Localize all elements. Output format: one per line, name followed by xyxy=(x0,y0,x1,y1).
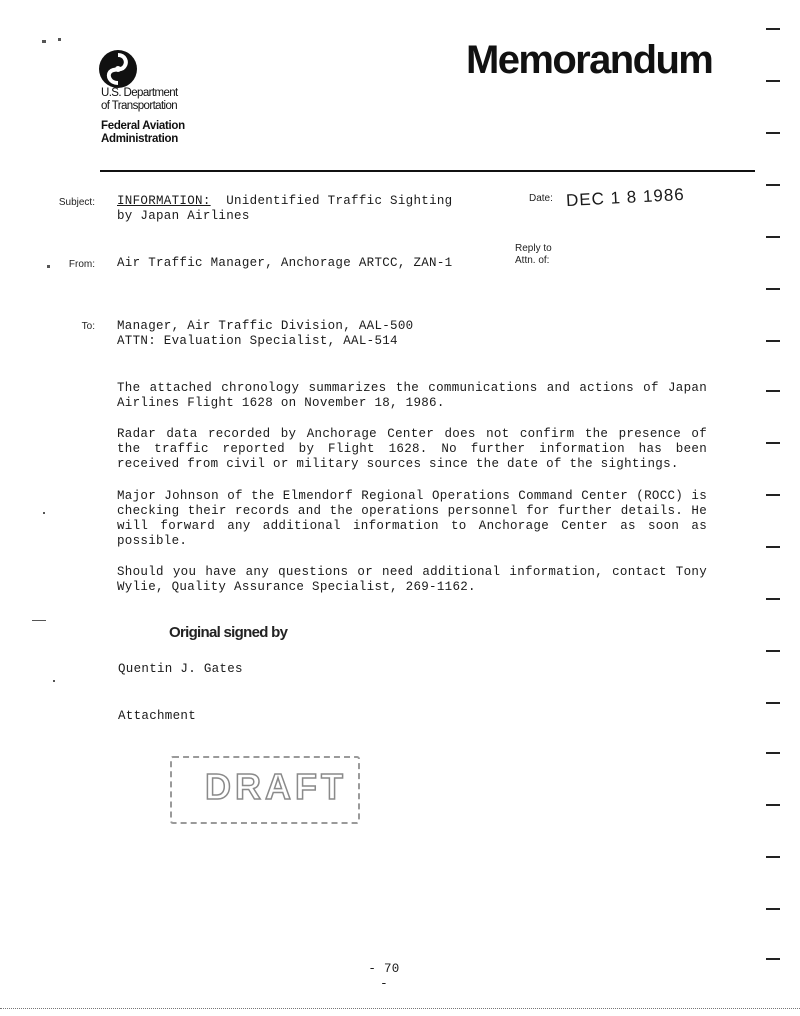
attachment-note: Attachment xyxy=(118,709,197,723)
edge-tick xyxy=(766,442,780,444)
to-value: Manager, Air Traffic Division, AAL-500 ATTN: Evaluation Specialist, AAL-514 xyxy=(117,319,414,348)
edge-tick xyxy=(766,288,780,290)
signer-name: Quentin J. Gates xyxy=(118,662,243,676)
subject-label: Subject: xyxy=(58,197,95,208)
body-paragraph-1: The attached chronology summarizes the communications and actions of Japan Airlines Flight 1628 on November 18, 1986. xyxy=(117,381,707,410)
edge-tick xyxy=(766,702,780,704)
edge-tick xyxy=(766,546,780,548)
edge-tick xyxy=(766,236,780,238)
edge-tick xyxy=(766,908,780,910)
dot-logo-icon xyxy=(97,48,139,90)
agency-name: Federal Aviation Administration xyxy=(101,120,185,145)
scan-speck xyxy=(42,40,46,43)
edge-tick xyxy=(766,390,780,392)
reply-to-label: Reply to Attn. of: xyxy=(515,243,552,266)
subject-title: Unidentified Traffic Sighting xyxy=(226,194,453,208)
edge-tick xyxy=(766,184,780,186)
scan-speck xyxy=(53,680,55,682)
edge-tick xyxy=(766,494,780,496)
from-label: From: xyxy=(68,259,95,270)
edge-tick xyxy=(766,132,780,134)
page-number: - 70 - xyxy=(368,962,400,991)
edge-tick xyxy=(766,598,780,600)
to-label: To: xyxy=(81,321,95,332)
body-paragraph-4: Should you have any questions or need additional information, contact Tony Wylie, Quality Assurance Specialist, 269-1162. xyxy=(117,565,707,594)
scan-speck xyxy=(43,512,45,514)
date-label: Date: xyxy=(529,193,553,204)
scan-speck xyxy=(32,620,46,621)
edge-tick xyxy=(766,650,780,652)
memo-title: Memorandum xyxy=(466,38,713,82)
edge-tick xyxy=(766,340,780,342)
edge-tick xyxy=(766,958,780,960)
from-value: Air Traffic Manager, Anchorage ARTCC, ZAN-1 xyxy=(117,256,453,270)
department-name: U.S. Department of Transportation xyxy=(101,87,178,112)
scan-speck xyxy=(47,265,50,268)
bottom-scan-edge xyxy=(0,1008,800,1010)
subject-line-2: by Japan Airlines xyxy=(117,209,250,223)
header-rule xyxy=(100,170,755,172)
subject-heading: INFORMATION: xyxy=(117,194,211,208)
edge-tick xyxy=(766,856,780,858)
subject-value xyxy=(117,194,497,224)
original-signed-note: Original signed by xyxy=(169,624,288,641)
date-stamp: DEC 1 8 1986 xyxy=(565,184,686,211)
edge-tick xyxy=(766,752,780,754)
edge-tick xyxy=(766,804,780,806)
draft-stamp: DRAFT xyxy=(205,766,347,807)
edge-tick xyxy=(766,80,780,82)
edge-tick xyxy=(766,28,780,30)
scan-speck xyxy=(58,38,61,41)
body-paragraph-2: Radar data recorded by Anchorage Center does not confirm the presence of the traffic reported by Flight 1628. No further information has been received from civil or military sources since the date of the sightings. xyxy=(117,427,707,471)
body-paragraph-3: Major Johnson of the Elmendorf Regional Operations Command Center (ROCC) is checking their records and the operations personnel for further details. He will forward any additional information to Anchorage Center as soon as possible. xyxy=(117,489,707,548)
